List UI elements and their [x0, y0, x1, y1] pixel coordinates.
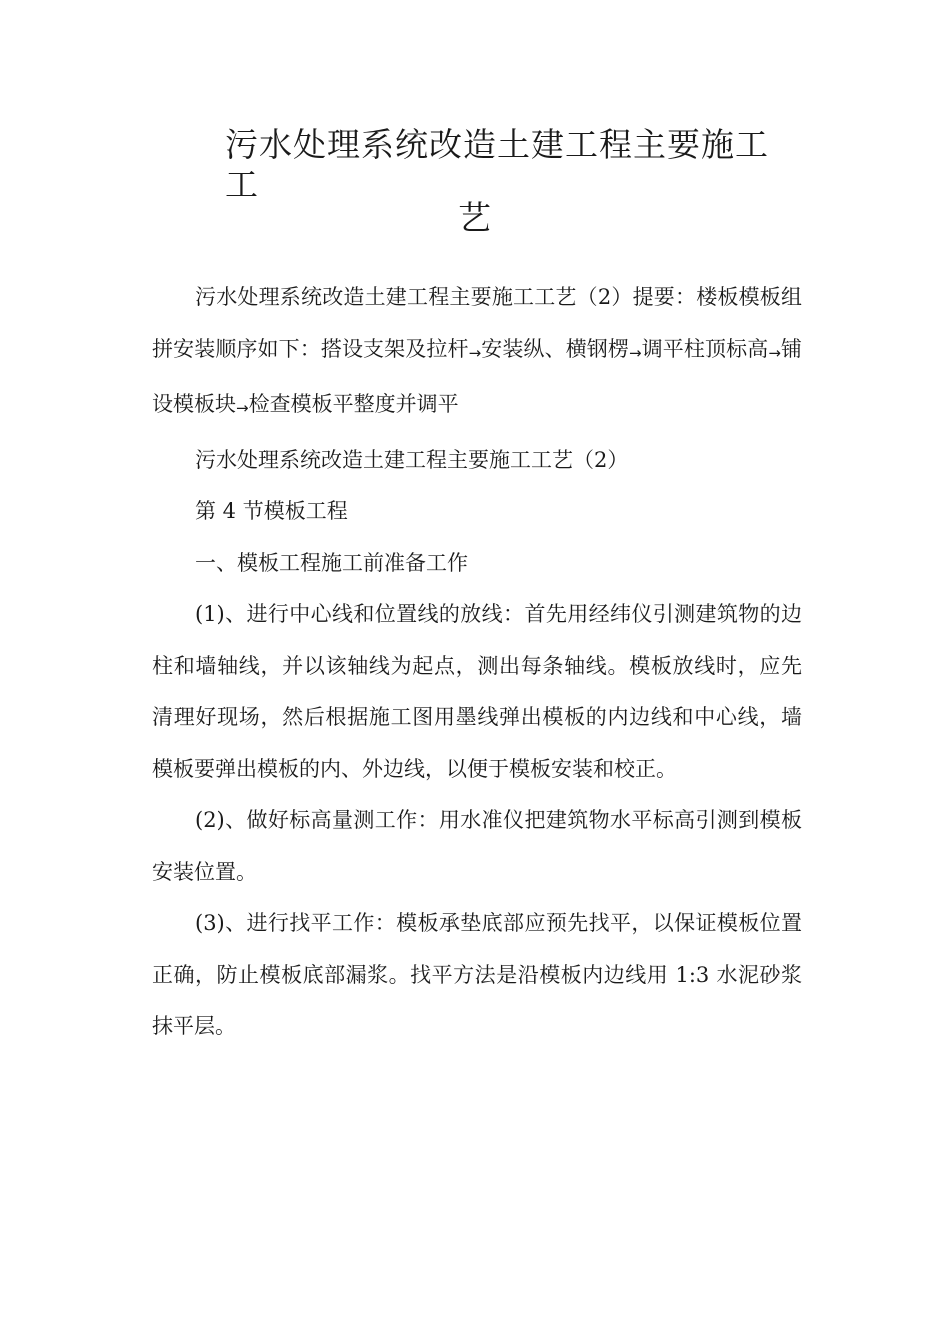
item-1-paragraph: (1)、进行中心线和位置线的放线：首先用经纬仪引测建筑物的边柱和墙轴线，并以该轴线为起点，测出每条轴线。模板放线时，应先清理好现场，然后根据施工图用墨线弹出模板的内边线和中心线，墙模板要弹出模板的内、外边线，以便于模板安装和校正。 — [152, 602, 802, 781]
document-title-line-1: 污水处理系统改造土建工程主要施工工 — [225, 125, 769, 204]
arrow-icon: → — [236, 399, 249, 417]
summary-paragraph — [152, 272, 802, 435]
summary-text-3: 调平柱顶标高 — [641, 336, 769, 361]
section-heading: 第 4 节模板工程 — [195, 499, 348, 523]
summary-text-4: 铺设模板块 — [152, 336, 803, 416]
summary-text-1: 污水处理系统改造土建工程主要施工工艺（2）提要：楼板模板组拼安装顺序如下：搭设支架及拉杆 — [152, 285, 802, 361]
arrow-icon: → — [768, 343, 781, 362]
summary-text-5: 检查模板平整度并调平 — [248, 392, 459, 416]
item-2-paragraph: (2)、做好标高量测工作：用水准仪把建筑物水平标高引测到模板安装位置。 — [152, 808, 802, 884]
document-body — [152, 272, 802, 1053]
summary-text-2: 安装纵、横钢楞 — [481, 336, 630, 361]
subsection-heading: 一、模板工程施工前准备工作 — [195, 550, 468, 575]
arrow-icon: → — [629, 343, 642, 362]
arrow-icon: → — [468, 343, 482, 362]
document-title-line-2: 艺 — [458, 198, 492, 237]
item-3-paragraph: (3)、进行找平工作：模板承垫底部应预先找平，以保证模板位置正确，防止模板底部漏浆。找平方法是沿模板内边线用 1:3 水泥砂浆抹平层。 — [152, 911, 802, 1038]
subtitle-paragraph: 污水处理系统改造土建工程主要施工工艺（2） — [195, 447, 629, 472]
